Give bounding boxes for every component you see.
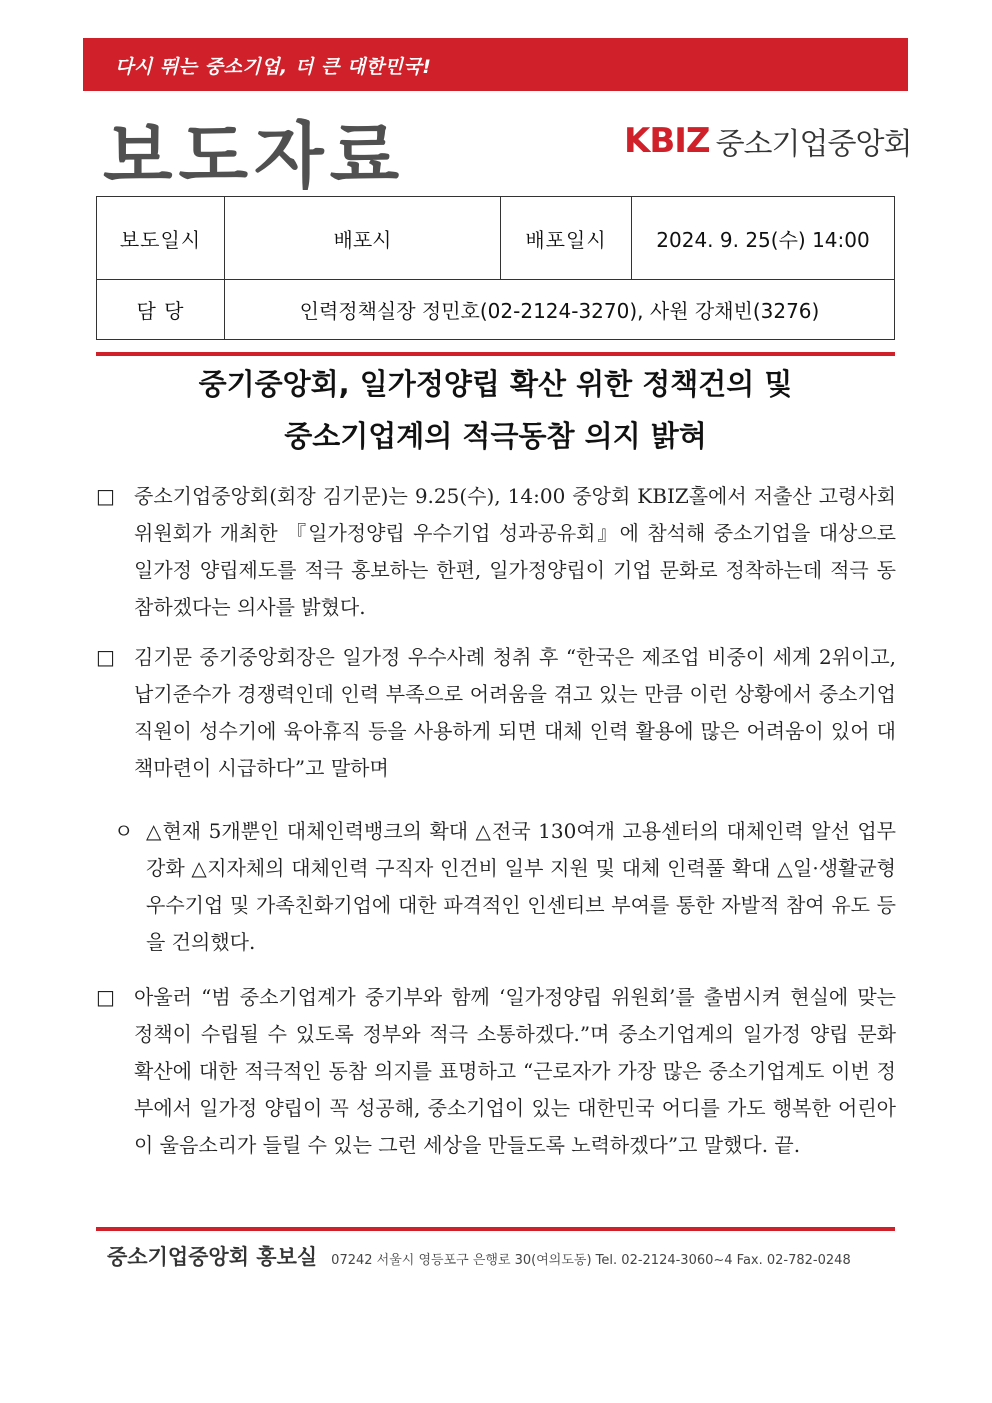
footer-org: 중소기업중앙회 홍보실 [107,1245,318,1269]
slogan-text: 다시 뛰는 중소기업, 더 큰 대한민국! [115,56,432,78]
paragraph-4 [96,979,896,1164]
paragraph-3-text: △현재 5개뿐인 대체인력뱅크의 확대 △전국 130여개 고용센터의 대체인력 알선 업무 강화 △지자체의 대체인력 구직자 인건비 일부 지원 및 대체 인력풀 확대 △일·생활균형 우수기업 및 가족친화기업에 대한 파격적인 인센티브 부여를 통한 자발적 참여 유도 등을 건의했다. [146,819,896,954]
headline [96,358,895,462]
paragraph-2-text: 김기문 중기중앙회장은 일가정 우수사례 청취 후 “한국은 제조업 비중이 세계 2위이고, 납기준수가 경쟁력인데 인력 부족으로 어려움을 겪고 있는 만큼 이런 상황에서 중소기업 직원이 성수기에 육아휴직 등을 사용하게 되면 대체 인력 활용에 많은 어려움이 있어 대책마련이 시급하다”고 말하며 [134,645,896,780]
kbiz-logo [624,116,911,166]
paragraph-2 [96,639,896,787]
contact-value: 인력정책실장 정민호(02-2124-3270), 사원 강채빈(3276) [225,280,895,340]
release-info-table [96,196,895,340]
bullet-square-icon: □ [96,985,115,1009]
contact-label: 담 당 [97,280,225,340]
bullet-circle-icon: ㅇ [114,819,134,843]
paragraph-1 [96,478,896,626]
paragraph-3 [96,813,896,961]
slogan-banner [83,38,908,91]
bullet-square-icon: □ [96,484,115,508]
distribution-time-value: 2024. 9. 25(수) 14:00 [632,197,895,280]
footer-rule [96,1227,895,1231]
distribution-time-label: 배포일시 [501,197,632,280]
release-time-label: 보도일시 [97,197,225,280]
footer [107,1241,851,1271]
footer-address: 07242 서울시 영등포구 은행로 30(여의도동) Tel. 02-2124-3060~4 Fax. 02-782-0248 [331,1253,851,1268]
kbiz-logo-mark: KBIZ [624,121,710,161]
paragraph-4-text: 아울러 “범 중소기업계가 중기부와 함께 ‘일가정양립 위원회’를 출범시켜 현실에 맞는 정책이 수립될 수 있도록 정부와 적극 소통하겠다.”며 중소기업계의 일가정 양립 문화 확산에 대한 적극적인 동참 의지를 표명하고 “근로자가 가장 많은 중소기업계도 이번 정부에서 일가정 양립이 꼭 성공해, 중소기업이 있는 대한민국 어디를 가도 행복한 어린아이 울음소리가 들릴 수 있는 그런 세상을 만들도록 노력하겠다”고 말했다. 끝. [134,985,896,1157]
bullet-square-icon: □ [96,645,115,669]
headline-line-2: 중소기업계의 적극동참 의지 밝혀 [284,419,707,453]
headline-top-rule [96,352,895,356]
document-type-title: 보도자료 [103,114,406,198]
headline-line-1: 중기중앙회, 일가정양립 확산 위한 정책건의 및 [198,367,793,401]
paragraph-1-text: 중소기업중앙회(회장 김기문)는 9.25(수), 14:00 중앙회 KBIZ홀에서 저출산 고령사회위원회가 개최한 『일가정양립 우수기업 성과공유회』에 참석해 중소기업을 대상으로 일가정 양립제도를 적극 홍보하는 한편, 일가정양립이 기업 문화로 정착하는데 적극 동참하겠다는 의사를 밝혔다. [134,484,896,619]
release-time-value: 배포시 [225,197,501,280]
kbiz-logo-name: 중소기업중앙회 [715,127,912,162]
